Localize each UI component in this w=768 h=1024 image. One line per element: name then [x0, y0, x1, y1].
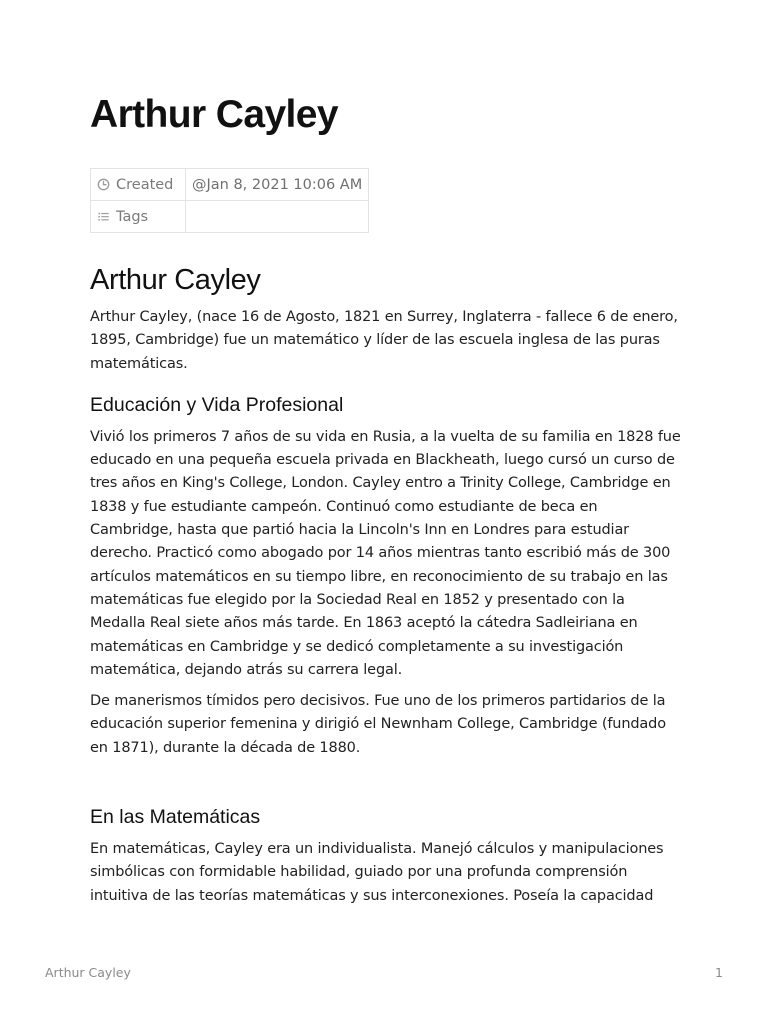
paragraph: En matemáticas, Cayley era un individualista. Manejó cálculos y manipulaciones simbólicas con formidable habilidad, guiado por una profunda comprensión intuitiva de las teorías matemáticas y sus interconexiones. Poseía la capacidad: [90, 841, 664, 904]
paragraph: Vivió los primeros 7 años de su vida en Rusia, a la vuelta de su familia en 1828 fue educado en una pequeña escuela privada en Blackheath, luego cursó un curso de tres años en King's College, London. Cayley entro a Trinity College, Cambridge en 1838 y fue estudiante campeón. Continuó como estudiante de beca en Cambridge, hasta que partió hacia la Lincoln's Inn en Londres para estudiar derecho. Practicó como abogado por 14 años mientras tanto escribió más de 300 artículos matemáticos en su tiempo libre, en reconocimiento de su trabajo en las matemáticas fue elegido por la Sociedad Real en 1852 y presentado con la Medalla Real siete años más tarde. En 1863 aceptó la cátedra Sadleiriana en matemáticas en Cambridge y se dedicó completamente a su investigación matemática, dejando atrás su carrera legal.: [90, 428, 681, 678]
property-value-tags[interactable]: [186, 201, 369, 233]
property-key-created: [91, 169, 186, 201]
footer-title: Arthur Cayley: [45, 965, 131, 980]
page-content: [90, 258, 682, 908]
property-value-created[interactable]: @Jan 8, 2021 10:06 AM: [186, 169, 369, 201]
property-row-created: [91, 169, 369, 201]
section-heading-mathematics: En las Matemáticas: [90, 806, 261, 829]
intro-paragraph: Arthur Cayley, (nace 16 de Agosto, 1821 en Surrey, Inglaterra - fallece 6 de enero, 1895, Cambridge) fue un matemático y líder de las escuela inglesa de las puras matemáticas.: [90, 309, 678, 372]
clock-icon: [97, 178, 110, 191]
section-heading-education: Educación y Vida Profesional: [90, 393, 344, 416]
content-heading: Arthur Cayley: [90, 264, 261, 296]
page-title: Arthur Cayley: [90, 93, 338, 136]
paragraph: De manerismos tímidos pero decisivos. Fue uno de los primeros partidarios de la educación superior femenina y dirigió el Newnham College, Cambridge (fundado en 1871), durante la década de 1880.: [90, 693, 666, 756]
page-number: 1: [715, 965, 723, 980]
property-key-tags: [91, 201, 186, 233]
property-row-tags: [91, 201, 369, 233]
property-label-created: Created: [116, 176, 174, 193]
list-icon: [97, 210, 110, 223]
properties-table: [90, 168, 369, 233]
property-label-tags: Tags: [116, 208, 149, 225]
